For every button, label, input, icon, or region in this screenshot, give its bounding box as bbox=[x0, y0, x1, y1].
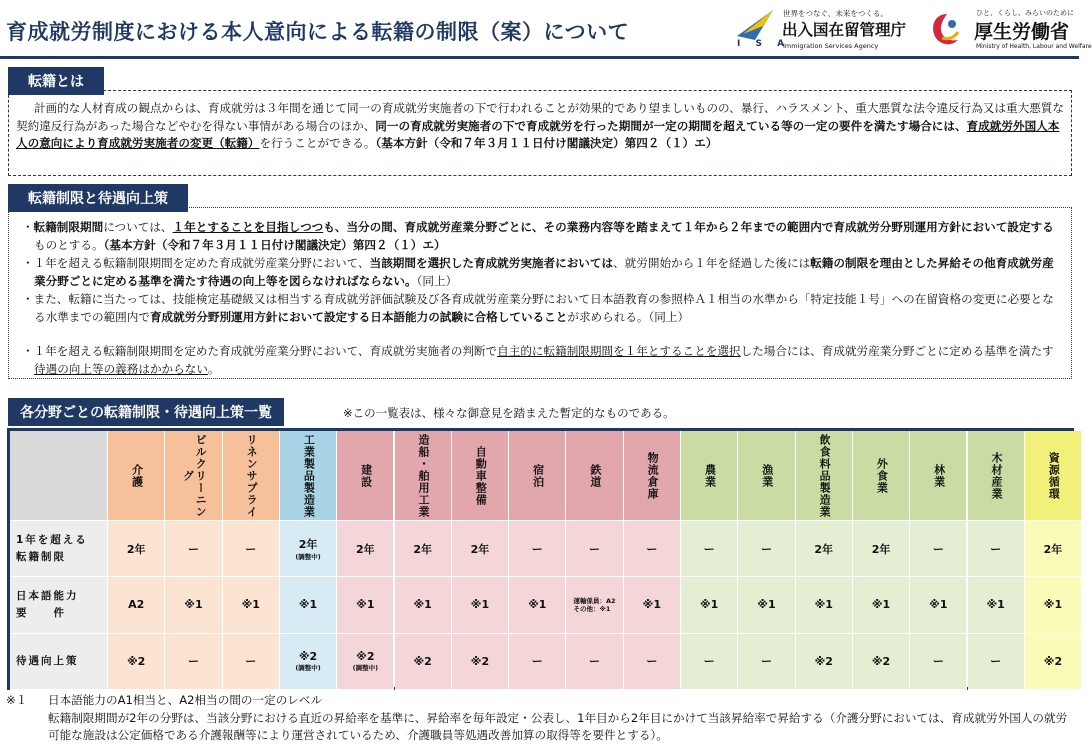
table-cell bbox=[968, 521, 1025, 577]
cell-value: ※2 bbox=[814, 654, 833, 668]
table-cell bbox=[1025, 634, 1082, 690]
text-span: 計画的な人材育成の観点からは、育成就労は３年間を通じて同一の育成就労実施者の下で行われることが効果的であり望ましいものの、暴行、ハラスメント、重大悪質な法令違反行為又は重大悪質な契約違反行為があった場合などやむを得ない事情がある場合のほか、 bbox=[16, 101, 1064, 133]
table-cell bbox=[566, 577, 623, 633]
isa-logo bbox=[733, 4, 918, 54]
table-cell bbox=[796, 521, 853, 577]
column-header-label: 農業 bbox=[703, 463, 717, 488]
cell-value: ※1 bbox=[699, 598, 719, 612]
cell-value: ※1 bbox=[642, 598, 662, 612]
column-header-label: 漁業 bbox=[760, 463, 774, 488]
cell-value: ※1 bbox=[298, 598, 318, 612]
column-header bbox=[624, 431, 681, 521]
table-cell bbox=[681, 521, 738, 577]
table-cell bbox=[910, 521, 967, 577]
table-cell bbox=[108, 521, 165, 577]
table-cell bbox=[280, 634, 337, 690]
column-header-label: 資源循環 bbox=[1047, 451, 1061, 500]
text-span: については、 bbox=[103, 220, 173, 234]
text-span: ・１年を超える転籍制限期間を定めた育成就労産業分野において、育成就労実施者の判断で bbox=[22, 344, 498, 358]
text-span: 待遇の向上等の義務はかからない bbox=[34, 362, 208, 376]
cell-value: ※1 bbox=[871, 598, 891, 612]
text-span: ・また、転籍に当たっては、技能検定基礎級又は相当する育成就労評価試験及び各育成就労産業分野において日本語教育の参照枠Ａ１相当の水準から「特定技能１号」への在留資格の変更に必要となる水準までの範囲内で bbox=[22, 292, 1054, 324]
mhlw-name-en: Ministry of Health, Labour and Welfare bbox=[976, 43, 1092, 50]
column-header-label: 建設 bbox=[359, 463, 373, 488]
column-header bbox=[108, 431, 165, 521]
table-cell bbox=[223, 577, 280, 633]
cell-value: ※1 bbox=[413, 598, 432, 612]
cell-value: ー bbox=[990, 542, 1002, 556]
cell-value: ー bbox=[932, 655, 944, 669]
cell-value: ※2 bbox=[356, 650, 375, 664]
column-header bbox=[452, 431, 509, 521]
cell-value: ー bbox=[760, 542, 772, 556]
table-cell bbox=[395, 521, 452, 577]
cell-value: ー bbox=[932, 542, 944, 556]
table-cell bbox=[509, 577, 566, 633]
column-header bbox=[910, 431, 967, 521]
table-cell bbox=[395, 634, 452, 690]
table-cell bbox=[681, 634, 738, 690]
text-span: 同一の育成就労実施者の下で育成就労を行った期間が一定の期間を超えている等の一定の要件を満たす場合には、 bbox=[375, 118, 967, 133]
cell-value: ー bbox=[646, 542, 658, 556]
text-span: 当該期間を選択した育成就労実施者においては bbox=[369, 256, 614, 270]
text-span: 転籍の制限を理由とした昇給その他育成就労産業分野ごとに定める基準を満たす待遇の向上等を図らなければならない。 bbox=[34, 256, 1054, 288]
table-cell bbox=[968, 634, 1025, 690]
cell-value: ー bbox=[245, 542, 257, 556]
table-cell bbox=[280, 521, 337, 577]
table-cell bbox=[738, 521, 795, 577]
table-cell bbox=[452, 521, 509, 577]
table-cell bbox=[452, 577, 509, 633]
section-label-transfer: 転籍とは bbox=[8, 67, 104, 95]
column-header bbox=[395, 431, 452, 521]
column-header-label: ビルクリーニング bbox=[181, 433, 208, 518]
cell-value: ※1 bbox=[1043, 598, 1063, 612]
row-header: 1年を超える 転籍制限 bbox=[10, 521, 108, 577]
mhlw-name: 厚生労働省 bbox=[974, 21, 1070, 43]
table-cell bbox=[968, 577, 1025, 633]
column-header-label: 鉄道 bbox=[588, 463, 602, 488]
table-cell bbox=[509, 521, 566, 577]
table-cell bbox=[452, 634, 509, 690]
column-header bbox=[509, 431, 566, 521]
cell-value: ※2 bbox=[871, 654, 891, 668]
text-span: ものとする。 bbox=[34, 238, 104, 252]
table-cell bbox=[681, 577, 738, 633]
section-label-restrictions: 転籍制限と待遇向上策 bbox=[8, 184, 188, 212]
text-span: （基本方針（令和７年３月１１日付け閣議決定）第四２（１）エ） bbox=[375, 136, 718, 150]
table-cell bbox=[509, 634, 566, 690]
cell-value: ※1 bbox=[814, 598, 833, 612]
footnote-2 bbox=[6, 710, 1076, 744]
column-header-label: 外食業 bbox=[875, 457, 889, 494]
cell-value: 2年 bbox=[356, 542, 375, 556]
table-cell bbox=[566, 634, 623, 690]
cell-value: ※2 bbox=[126, 654, 146, 668]
column-header bbox=[853, 431, 910, 521]
table-cell bbox=[395, 577, 452, 633]
table-cell bbox=[853, 577, 910, 633]
cell-value: ー bbox=[245, 655, 257, 669]
column-header-label: 工業製品製造業 bbox=[302, 433, 316, 518]
table-cell bbox=[337, 634, 394, 690]
table-cell bbox=[796, 577, 853, 633]
isa-name: 出入国在留管理庁 bbox=[782, 21, 907, 39]
page-title: 育成就労制度における本人意向による転籍の制限（案）について bbox=[6, 20, 630, 44]
cell-value: ※1 bbox=[356, 598, 375, 612]
footnote-key bbox=[6, 710, 48, 727]
footnote-text: 日本語能力のA1相当と、A2相当の間の一定のレベル bbox=[48, 693, 323, 707]
cell-value: 2年 bbox=[1043, 542, 1063, 556]
cell-value: ※2 bbox=[298, 650, 318, 664]
bullet-treatment-improvement bbox=[22, 254, 1062, 290]
text-span: 育成就労外国人本人の意向により育成就労実施者の変更（転籍） bbox=[16, 118, 1060, 150]
table-cell bbox=[853, 634, 910, 690]
column-header bbox=[1025, 431, 1082, 521]
text-span: も、当分の間、育成就労産業分野ごとに、その業務内容等を踏まえて１年から２年までの範囲内で育成就労分野別運用方針において設定する bbox=[323, 220, 1054, 234]
title-rule bbox=[0, 56, 1079, 59]
column-header bbox=[681, 431, 738, 521]
table-cell bbox=[223, 521, 280, 577]
column-header bbox=[738, 431, 795, 521]
row-header: 待遇向上策 bbox=[10, 634, 108, 690]
cell-value: 2年 bbox=[126, 542, 146, 556]
table-cell bbox=[624, 521, 681, 577]
row-header: 日本語能力 要 件 bbox=[10, 577, 108, 633]
column-header bbox=[165, 431, 222, 521]
cell-value: ※1 bbox=[184, 598, 203, 612]
cell-value: 2年 bbox=[470, 542, 490, 556]
column-header-label: 木材産業 bbox=[989, 451, 1003, 500]
column-header bbox=[280, 431, 337, 521]
isa-acronym: I S A bbox=[737, 39, 791, 49]
column-header bbox=[968, 431, 1025, 521]
isa-tagline: 世界をつなぐ、未来をつくる。 bbox=[783, 9, 888, 18]
column-header-label: 飲食料品製造業 bbox=[818, 433, 832, 518]
cell-value: ※2 bbox=[413, 654, 432, 668]
text-span: を行うことができる。 bbox=[259, 136, 376, 150]
text-span: 、就労開始から１年を経過した後には bbox=[613, 256, 811, 270]
table-cell bbox=[165, 521, 222, 577]
table-cell bbox=[624, 634, 681, 690]
table-cell bbox=[1025, 577, 1082, 633]
mhlw-tagline: ひと、くらし、みらいのために bbox=[976, 9, 1074, 17]
footnote-1 bbox=[6, 692, 322, 709]
column-header-label: 林業 bbox=[932, 463, 946, 488]
table-cell bbox=[337, 577, 394, 633]
column-header bbox=[223, 431, 280, 521]
cell-value: ー bbox=[646, 655, 658, 669]
text-span: （同上） bbox=[416, 274, 458, 288]
cell-value: 2年 bbox=[413, 542, 432, 556]
table-cell bbox=[1025, 521, 1082, 577]
provisional-note: ※この一覧表は、様々な御意見を踏まえた暫定的なものである。 bbox=[343, 406, 675, 420]
text-span: （基本方針（令和７年３月１１日付け閣議決定）第四２（１）エ） bbox=[103, 238, 446, 252]
cell-value: ※1 bbox=[241, 598, 260, 612]
table-cell bbox=[223, 634, 280, 690]
bullet-voluntary-choice bbox=[22, 342, 1062, 378]
table-corner bbox=[10, 431, 108, 521]
table-cell bbox=[738, 577, 795, 633]
table-cell bbox=[337, 521, 394, 577]
table-cell bbox=[280, 577, 337, 633]
transfer-definition bbox=[16, 100, 1066, 153]
table-cell bbox=[853, 521, 910, 577]
cell-value: ー bbox=[589, 655, 601, 669]
cell-value: ※2 bbox=[1043, 654, 1063, 668]
cell-value: ー bbox=[187, 655, 199, 669]
text-span: が求められる。（同上） bbox=[567, 310, 690, 324]
table-cell bbox=[796, 634, 853, 690]
section-label-list: 各分野ごとの転籍制限・待遇向上策一覧 bbox=[8, 398, 284, 426]
text-span: ・１年を超える転籍制限期間を定めた育成就労産業分野において、 bbox=[22, 256, 370, 270]
cell-value: 運輸係員：A2 その他：※1 bbox=[573, 596, 616, 613]
table-cell bbox=[910, 634, 967, 690]
text-span: 育成就労分野別運用方針において設定する日本語能力の試験に合格していること bbox=[149, 310, 568, 324]
cell-subnote: (調整中) bbox=[295, 553, 321, 562]
cell-value: ー bbox=[990, 655, 1002, 669]
table-cell bbox=[624, 577, 681, 633]
cell-subnote: (調整中) bbox=[295, 664, 321, 673]
text-span: 。 bbox=[207, 362, 220, 376]
column-header-label: 自動車整備 bbox=[474, 445, 488, 506]
cell-value: ※1 bbox=[470, 598, 490, 612]
column-header bbox=[796, 431, 853, 521]
cell-value: ※1 bbox=[986, 598, 1005, 612]
text-span: １年とすることを目指しつつ bbox=[172, 220, 324, 234]
isa-name-en: Immigration Services Agency bbox=[783, 42, 879, 50]
cell-value: ー bbox=[187, 542, 199, 556]
cell-value: ※1 bbox=[757, 598, 776, 612]
cell-value: 2年 bbox=[298, 538, 318, 552]
cell-value: ー bbox=[703, 542, 715, 556]
cell-value: A2 bbox=[128, 598, 145, 612]
column-header-label: 物流倉庫 bbox=[646, 451, 660, 500]
cell-value: 2年 bbox=[814, 542, 834, 556]
cell-value: ※1 bbox=[929, 598, 948, 612]
bullet-language-requirement bbox=[22, 290, 1062, 326]
footnote-text: 転籍制限期間が2年の分野は、当該分野における直近の昇給率を基準に、昇給率を毎年設定・公表し、1年目から2年目にかけて当該昇給率で昇給する（介護分野においては、育成就労外国人の就労可能な施設は公定価格である介護報酬等により運営されているため、介護職員等処遇改善加算の取得等を要件とする）。 bbox=[48, 711, 1068, 742]
column-header bbox=[566, 431, 623, 521]
column-header bbox=[337, 431, 394, 521]
text-span: した場合には、育成就労産業分野ごとに定める基準を満たす bbox=[740, 344, 1054, 358]
text-span: 自主的に転籍制限期間を１年とすることを選択 bbox=[497, 344, 741, 358]
table-cell bbox=[910, 577, 967, 633]
text-span: ・ bbox=[22, 220, 34, 234]
text-span: 転籍制限期間 bbox=[33, 220, 104, 234]
sector-table bbox=[7, 428, 1074, 690]
table-cell bbox=[108, 634, 165, 690]
cell-value: ー bbox=[531, 542, 543, 556]
cell-value: ※2 bbox=[470, 654, 490, 668]
cell-value: ※1 bbox=[528, 598, 547, 612]
bullet-restriction-period bbox=[22, 218, 1062, 254]
table-cell bbox=[165, 634, 222, 690]
cell-subnote: (調整中) bbox=[352, 664, 379, 673]
mhlw-logo bbox=[928, 4, 1092, 54]
table-cell bbox=[566, 521, 623, 577]
column-header-label: リネンサプライ bbox=[245, 433, 259, 518]
cell-value: ー bbox=[760, 655, 772, 669]
mhlw-emblem-icon bbox=[928, 10, 966, 50]
cell-value: ー bbox=[703, 655, 715, 669]
table-cell bbox=[165, 577, 222, 633]
cell-value: ー bbox=[531, 655, 543, 669]
column-header-label: 造船・舶用工業 bbox=[416, 433, 430, 518]
table-cell bbox=[108, 577, 165, 633]
column-header-label: 介護 bbox=[130, 463, 144, 488]
footnote-key: ※１ bbox=[6, 693, 28, 707]
column-header-label: 宿泊 bbox=[531, 463, 545, 488]
cell-value: ー bbox=[589, 542, 601, 556]
table-cell bbox=[738, 634, 795, 690]
cell-value: 2年 bbox=[871, 542, 891, 556]
